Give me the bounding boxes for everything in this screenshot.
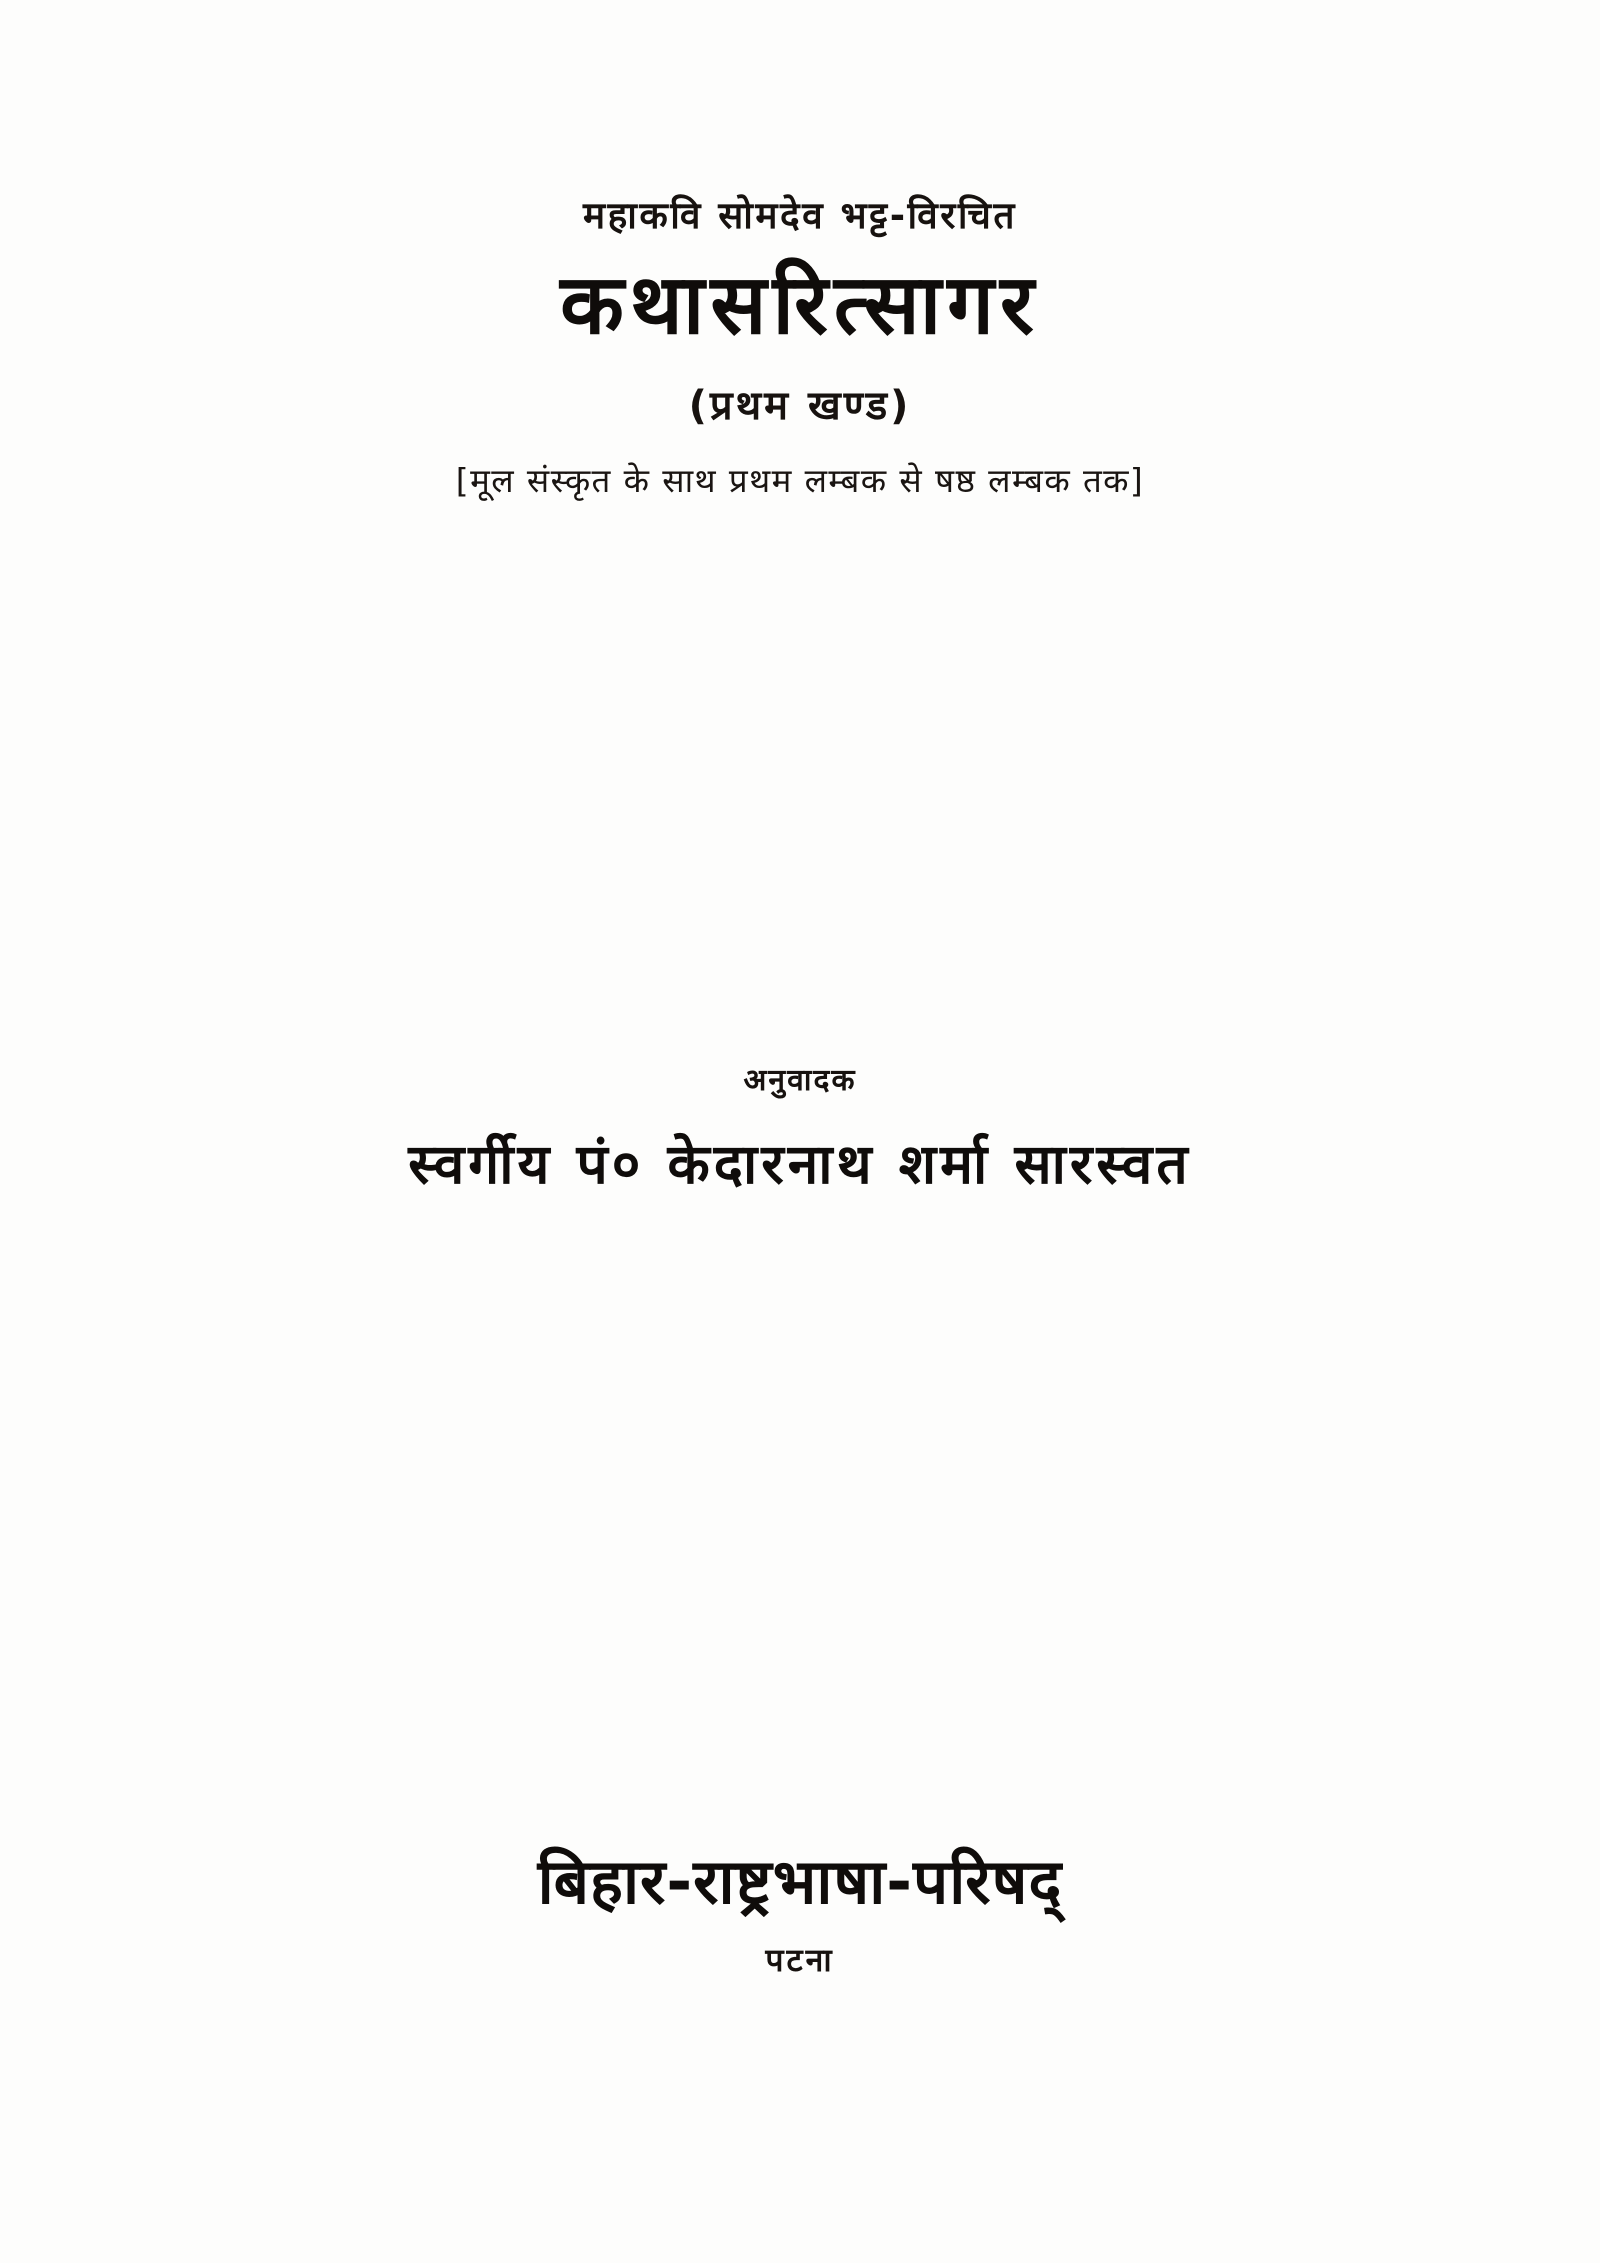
scope-note: [मूल संस्कृत के साथ प्रथम लम्बक से षष्ठ लम्बक तक] <box>455 460 1145 500</box>
translator-label: अनुवादक <box>743 1062 857 1098</box>
translator-block <box>0 1058 1600 1200</box>
publisher-block <box>0 1838 1600 1981</box>
volume-label: (प्रथम खण्ड) <box>688 382 912 429</box>
author-credit: महाकवि सोमदेव भट्ट-विरचित <box>582 194 1018 237</box>
translator-name: स्वर्गीय पं० केदारनाथ शर्मा सारस्वत <box>408 1131 1192 1196</box>
publisher-name: बिहार-राष्ट्रभाषा-परिषद् <box>537 1845 1063 1918</box>
page-title: कथासरित्सागर <box>560 255 1040 353</box>
publisher-city: पटना <box>765 1941 835 1979</box>
title-block <box>0 196 1600 502</box>
